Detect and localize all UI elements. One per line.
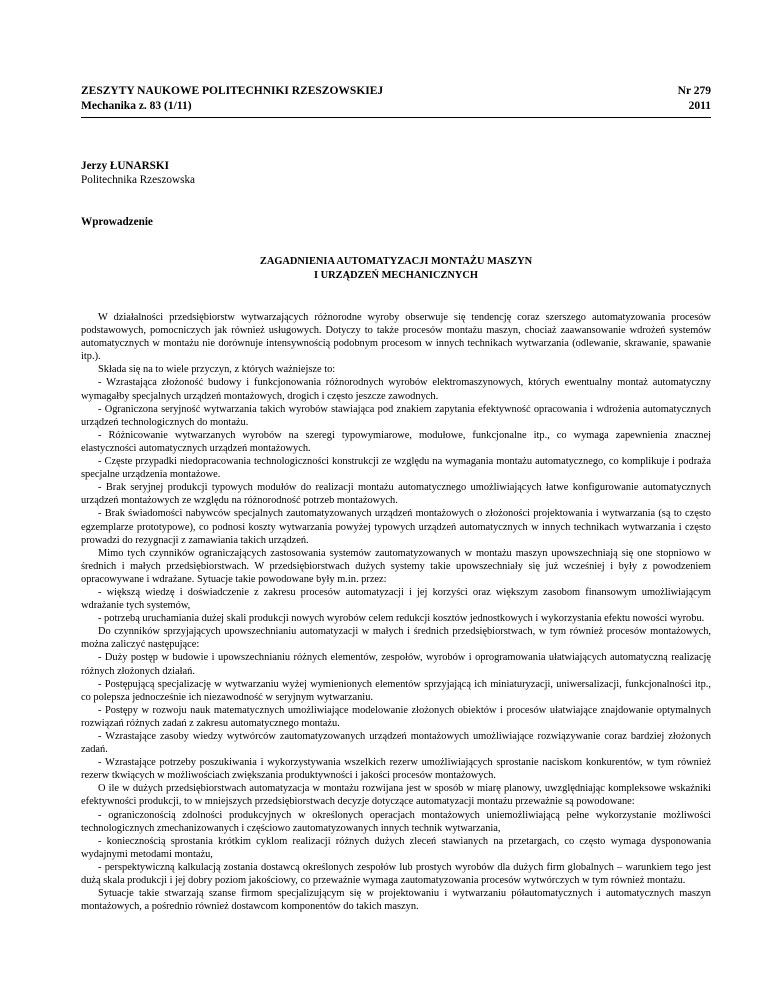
paragraph: W działalności przedsiębiorstw wytwarzających różnorodne wyroby obserwuje się tendencję coraz szerszego automatyzowania procesów podstawowych, pomocniczych jak również usługowych. Dotyczy to także procesów montażu maszyn, chociaż zaawansowanie wdrożeń systemów automatycznych w montażu nie dorównuje intensywnością podobnym procesom w innych technikach wytwarzania (odlewanie, skrawanie, spawanie itp.).	[81, 312, 711, 363]
paragraph: Mimo tych czynników ograniczających zastosowania systemów zautomatyzowanych w montażu maszyn upowszechniają się one stopniowo w średnich i małych przedsiębiorstwach. W przedsiębiorstwach dużych systemy takie upowszechniały się już wcześniej i były z powodzeniem opracowywane i wdrażane. Sytuacje takie powodowane były m.in. przez:	[81, 547, 711, 585]
paragraph: Do czynników sprzyjających upowszechnianiu automatyzacji w małych i średnich przedsiębiorstwach, w tym również procesów montażowych, można zaliczyć następujące:	[81, 626, 711, 651]
issue-info	[678, 84, 711, 114]
list-item: - perspektywiczną kalkulacją zostania dostawcą określonych zespołów lub prostych wyrobów dla dużych firm globalnych – warunkiem tego jest dużą skala produkcji i jej dobry poziom jakościowy, co przeważnie wymaga zautomatyzowania procesów wytwórczych w tym również montażu.	[81, 861, 711, 887]
author-block	[81, 159, 711, 187]
list-item: - potrzebą uruchamiania dużej skali produkcji nowych wyrobów celem redukcji kosztów jednostkowych i wykorzystania efektu nowości wyrobu.	[98, 613, 705, 625]
list-item: - Duży postęp w budowie i upowszechnianiu różnych elementów, zespołów, wyrobów i oprogramowania ułatwiających automatyczną realizację różnych złożonych działań.	[81, 652, 711, 677]
list-item: - Różnicowanie wytwarzanych wyrobów na szeregi typowymiarowe, modułowe, funkcjonalne itp., co wymaga zapewnienia znacznej elastyczności automatycznych urządzeń montażowych.	[81, 429, 711, 454]
author-name: Jerzy ŁUNARSKI	[81, 160, 169, 172]
list-item: - Częste przypadki niedopracowania technologiczności konstrukcji ze względu na wymagania montażu automatycznego, co komplikuje i podraża specjalne urządzenia montażowe.	[81, 456, 711, 481]
list-item: - Postępy w rozwoju nauk matematycznych umożliwiające modelowanie złożonych obiektów i procesów ułatwiające znajdowanie optymalnych rozwiązań różnych zadań z zakresu automatycznego montażu.	[81, 704, 711, 729]
list-item: - Brak seryjnej produkcji typowych modułów do realizacji montażu automatycznego umożliwiających łatwe konfigurowanie automatycznych urządzeń montażowych ze względu na różnorodność potrzeb montażowych.	[81, 482, 711, 507]
journal-info	[81, 84, 383, 114]
list-item: - Wzrastająca złożoność budowy i funkcjonowania różnorodnych wyrobów elektromaszynowych, których ewentualny montaż automatyczny wymagałby specjalnych urządzeń montażowych, drogich i często jeszcze zawodnych.	[81, 377, 711, 402]
issue-year: 2011	[688, 100, 711, 112]
header-rule	[81, 117, 711, 118]
page	[81, 84, 711, 913]
list-item: - Wzrastające zasoby wiedzy wytwórców zautomatyzowanych urządzeń montażowych umożliwiające rozwiązywanie coraz bardziej złożonych zadań.	[81, 731, 711, 756]
paragraph: Sytuacje takie stwarzają szanse firmom specjalizującym się w projektowaniu i wytwarzaniu półautomatycznych i automatycznych maszyn montażowych, a pośrednio również dostawcom komponentów do takich maszyn.	[81, 888, 711, 913]
list-item: - koniecznością sprostania krótkim cyklom realizacji różnych dużych zleceń stawianych na przetargach, co często wymaga dysponowania wydajnymi metodami montażu,	[81, 835, 711, 860]
author-affiliation: Politechnika Rzeszowska	[81, 174, 196, 186]
journal-title: ZESZYTY NAUKOWE POLITECHNIKI RZESZOWSKIEJ	[81, 85, 384, 97]
list-item: - Ograniczona seryjność wytwarzania takich wyrobów stawiająca pod znakiem zapytania efektywność opracowania i wdrożenia automatycznych urządzeń technologicznych do montażu.	[81, 403, 711, 428]
title-line-2: I URZĄDZEŃ MECHANICZNYCH	[314, 270, 478, 281]
title-line-1: ZAGADNIENIA AUTOMATYZACJI MONTAŻU MASZYN	[259, 256, 533, 267]
article-body	[81, 311, 711, 913]
article-title	[81, 255, 711, 283]
journal-header	[81, 84, 711, 114]
list-item: - większą wiedzę i doświadczenie z zakresu procesów automatyzacji i jej korzyści oraz większym zasobom finansowym umożliwiającym wdrażanie tych systemów,	[81, 586, 711, 612]
list-item: - Brak świadomości nabywców specjalnych zautomatyzowanych urządzeń montażowych o złożoności projektowania i wytwarzania (są to często egzemplarze prototypowe), co podnosi koszty wytwarzania powyżej typowych urządzeń automatycznych w innych technikach wytwarzania i często prowadzi do rezygnacji z zamawiania takich urządzeń.	[81, 508, 711, 546]
list-item: - Wzrastające potrzeby poszukiwania i wykorzystywania wszelkich rezerw umożliwiających sprostanie naciskom konkurentów, w tym również rezerw tkwiących w możliwościach zwiększania produktywności i jakości procesów montażowych.	[81, 757, 711, 782]
list-item: - Postępującą specjalizację w wytwarzaniu wyżej wymienionych elementów sprzyjającą ich miniaturyzacji, uniwersalizacji, funkcjonalności itp., co polepsza jednocześnie ich niezawodność w seryjnym wytwarzaniu.	[81, 678, 711, 703]
section-heading: Wprowadzenie	[81, 216, 153, 228]
paragraph: Składa się na to wiele przyczyn, z których ważniejsze to:	[98, 364, 336, 376]
issue-number: Nr 279	[677, 85, 711, 97]
paragraph: O ile w dużych przedsiębiorstwach automatyzacja w montażu rozwijana jest w sposób w miarę planowy, uwzględniając kompleksowe wskaźniki efektywności produkcji, to w mniejszych przedsiębiorstwach decyzje dotyczące automatyzacji montażu przeważnie są powodowane:	[81, 783, 711, 808]
journal-volume: Mechanika z. 83 (1/11)	[81, 100, 192, 112]
list-item: - ograniczonością zdolności produkcyjnych w określonych operacjach montażowych uniemożliwiającą pełne wykorzystanie możliwości technologicznych zmechanizowanych i częściowo zautomatyzowanych innych technik wytwarzania,	[81, 809, 711, 834]
